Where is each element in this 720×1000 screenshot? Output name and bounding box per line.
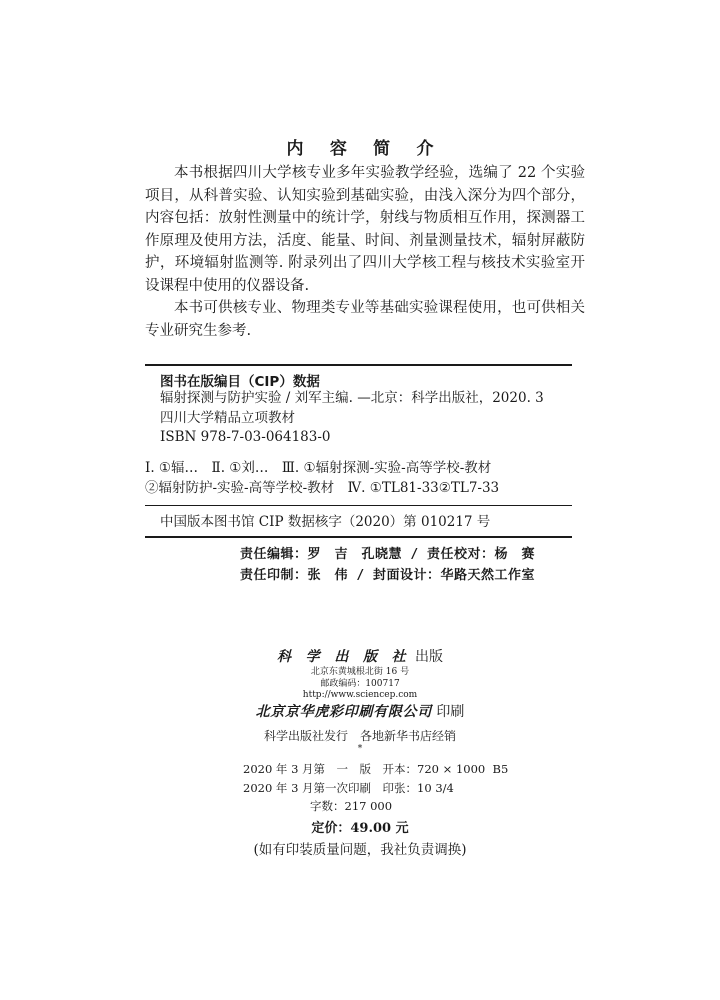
publisher-website: http://www.sciencep.com — [302, 690, 418, 700]
cip-top-rule — [145, 364, 572, 366]
printer-name: 北京京华虎彩印刷有限公司 — [255, 704, 432, 720]
publisher-postcode: 邮政编码：100717 — [320, 679, 400, 689]
cip-line: 四川大学精品立项教材 — [160, 410, 295, 426]
distribution-line: 科学出版社发行 各地新华书店经销 — [263, 729, 456, 743]
summary-body — [145, 162, 585, 342]
cip-heading: 图书在版编目（CIP）数据 — [160, 374, 320, 390]
summary-paragraph: 本书根据四川大学核专业多年实验教学经验，选编了 22 个实验项目，从科普实验、认知实验到基础实验，由浅入深分为四个部分，内容包括：放射性测量中的统计学，射线与物质相互作用，探测器工作原理及使用方法，活度、能量、时间、剂量测量技术，辐射屏蔽防护，环境辐射监测等. 附录列出了四川大学核工程与核技术实验室开设课程中使用的仪器设备. — [145, 165, 585, 294]
printer-suffix: 印刷 — [436, 704, 465, 720]
publisher-address: 北京东黄城根北街 16 号 — [310, 667, 410, 677]
summary-paragraph: 本书可供核专业、物理类专业等基础实验课程使用，也可供相关专业研究生参考. — [145, 300, 585, 339]
cip-middle-rule — [145, 505, 572, 506]
printing-line: 2020 年 3 月第一次印刷 印张：10 3/4 — [243, 781, 454, 795]
production-credits: 责任印制：张 伟 / 封面设计：华路天然工作室 — [240, 568, 535, 583]
summary-title: 内 容 简 介 — [286, 139, 444, 159]
printer-line — [0, 701, 720, 721]
editor-credits: 责任编辑：罗 吉 孔晓慧 / 责任校对：杨 赛 — [240, 547, 535, 562]
cip-line: 辐射探测与防护实验 / 刘军主编. —北京：科学出版社，2020. 3 — [160, 390, 544, 406]
publisher-name: 科 学 出 版 社 — [276, 649, 411, 665]
edition-line: 2020 年 3 月第 一 版 开本：720 × 1000 B5 — [243, 762, 509, 776]
cip-record-number: 中国版本图书馆 CIP 数据核字（2020）第 010217 号 — [160, 514, 491, 530]
publisher-suffix: 出版 — [415, 649, 444, 665]
quality-notice: (如有印装质量问题，我社负责调换) — [253, 842, 467, 858]
cip-classification: ②辐射防护-实验-高等学校-教材 Ⅳ. ①TL81-33②TL7-33 — [145, 480, 500, 496]
cip-bottom-rule — [145, 536, 572, 538]
word-count: 字数：217 000 — [310, 799, 393, 813]
separator-asterisk: * — [357, 744, 363, 754]
publisher-line — [0, 646, 720, 666]
price: 定价：49.00 元 — [311, 821, 409, 836]
cip-line: ISBN 978-7-03-064183-0 — [160, 429, 331, 445]
cip-classification: Ⅰ. ①辐… Ⅱ. ①刘… Ⅲ. ①辐射探测-实验-高等学校-教材 — [145, 460, 492, 476]
